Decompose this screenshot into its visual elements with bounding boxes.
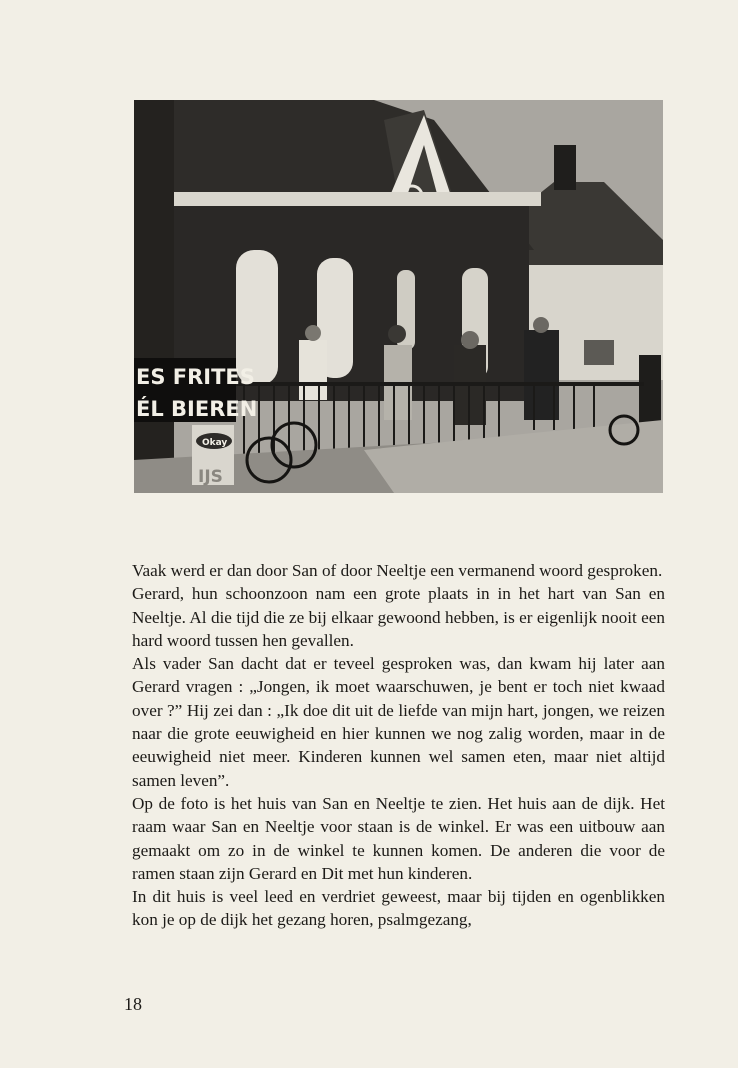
sign-brand: Okay [202, 438, 228, 448]
paragraph: Op de foto is het huis van San en Neeltje te zien. Het huis aan de dijk. Het raam waar San en Neeltje voor staan is de winkel. Er was een uitbouw aan gemaakt om zo in de winkel te kunnen komen. De anderen die voor de ramen staan zijn Gerard en Dit met hun kinderen. [132, 793, 665, 883]
sign-line-1: ES FRITES [136, 365, 255, 389]
paragraph: In dit huis is veel leed en verdriet geweest, maar bij tijden en ogenblikken kon je op de dijk het gezang horen, psalmgezang, [132, 887, 665, 930]
paragraph: Vaak werd er dan door San of door Neeltje een vermanend woord gesproken. [132, 561, 663, 580]
house-photo [134, 100, 663, 493]
sign-ijs: IJS [198, 467, 223, 487]
page-number: 18 [124, 994, 142, 1014]
paragraph: Gerard, hun schoonzoon nam een grote plaats in in het hart van San en Neeltje. Al die tijd die ze bij elkaar gewoond hebben, is er eigenlijk nooit een hard woord tussen hen gevallen. [132, 584, 665, 650]
body-text [132, 559, 665, 932]
paragraph: Als vader San dacht dat er teveel gesproken was, dan kwam hij later aan Gerard vragen : „Jongen, ik moet waarschuwen, je bent er toch niet kwaad over ?” Hij zei dan : „Ik doe dit uit de liefde van mijn hart, jongen, we reizen naar die grote eeuwigheid en hier kunnen we nog zalig worden, maar in de eeuwigheid niet meer. Kinderen kunnen wel samen eten, maar niet altijd samen leven”. [132, 654, 665, 790]
sign-line-2: ÉL BIEREN [136, 397, 258, 421]
